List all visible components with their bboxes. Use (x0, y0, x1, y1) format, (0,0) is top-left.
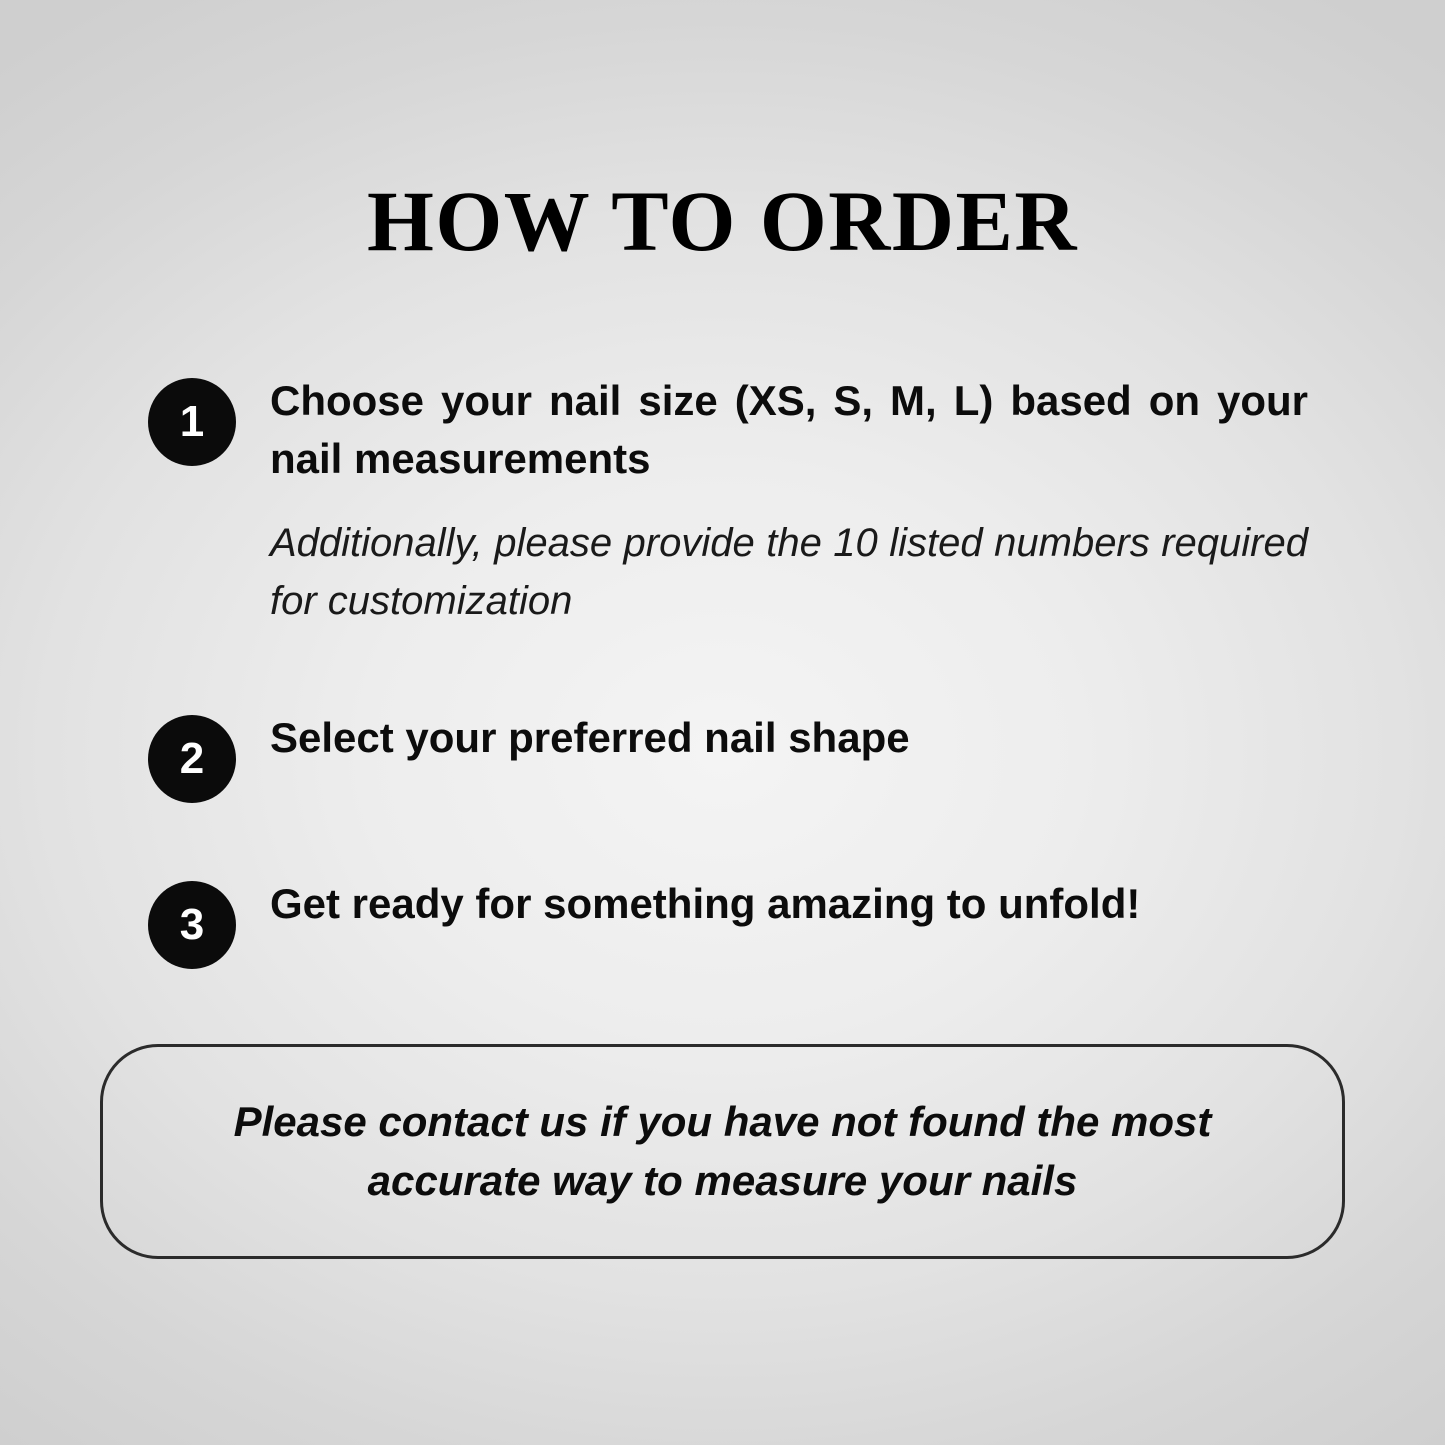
step-subtext: Additionally, please provide the 10 listed numbers required for customization (270, 520, 1308, 624)
step-text: Select your preferred nail shape (270, 713, 910, 761)
spacer (148, 803, 1308, 875)
list-item (148, 709, 1308, 803)
step-number-badge: 2 (148, 715, 236, 803)
contact-note-text: Please contact us if you have not found the most accurate way to measure your nails (233, 1097, 1212, 1204)
step-number-badge: 3 (148, 881, 236, 969)
step-body (270, 709, 1308, 767)
step-text: Choose your nail size (XS, S, M, L) based on your nail measurements (270, 377, 1308, 482)
list-item (148, 372, 1308, 631)
contact-note-box (100, 1044, 1345, 1259)
step-body (270, 875, 1308, 933)
step-text: Get ready for something amazing to unfold! (270, 879, 1141, 927)
step-body (270, 372, 1308, 631)
step-number-badge: 1 (148, 378, 236, 466)
page-title: HOW TO ORDER (367, 173, 1078, 269)
list-item (148, 875, 1308, 969)
steps-list (148, 372, 1308, 969)
spacer (148, 631, 1308, 709)
